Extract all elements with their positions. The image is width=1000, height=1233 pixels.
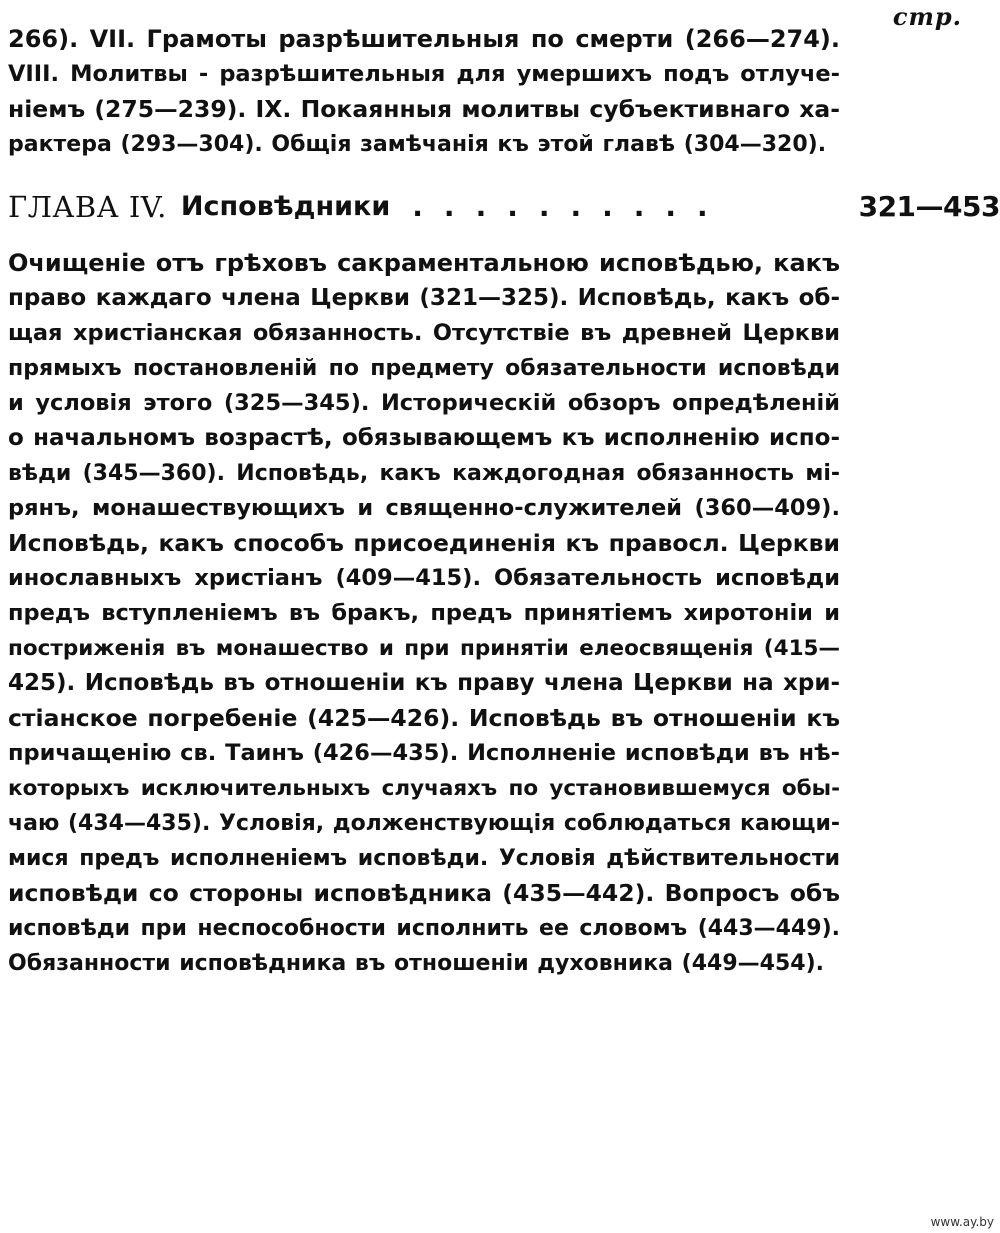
intro-paragraph — [8, 22, 840, 162]
intro-line: VIII. Молитвы - разрѣшительныя для умершихъ подъ отлуче- — [8, 61, 840, 87]
summary-line: инославныхъ христіанъ (409—415). Обязательность исповѣди — [8, 565, 840, 591]
chapter-page-range: 321—453 — [858, 190, 1000, 223]
summary-line: исповѣди при неспособности исполнить ее словомъ (443—449). — [8, 916, 840, 941]
summary-line: Исповѣдь, какъ способъ присоединенія къ правосл. Церкви — [8, 529, 840, 557]
summary-line: исповѣди со стороны исповѣдника (435—442). Вопросъ объ — [8, 879, 840, 907]
summary-line: право каждаго члена Церкви (321—325). Исповѣдь, какъ об- — [8, 285, 840, 311]
summary-line: щая христіанская обязанность. Отсутствіе въ древней Церкви — [8, 320, 840, 346]
summary-line: чаю (434—435). Условія, долженствующія соблюдаться кающи- — [8, 811, 841, 836]
summary-line: предъ вступленіемъ въ бракъ, предъ принятіемъ хиротоніи и — [8, 600, 840, 626]
watermark: www.ay.by — [930, 1215, 994, 1229]
summary-line: о начальномъ возрастѣ, обязывающемъ къ исполненію испо- — [8, 425, 840, 451]
intro-line: 266). VII. Грамоты разрѣшительныя по смерти (266—274). — [8, 25, 840, 53]
summary-line: которыхъ исключительныхъ случаяхъ по установившемуся обы- — [8, 776, 840, 801]
summary-line: и условія этого (325—345). Историческій обзоръ опредѣленій — [8, 390, 840, 416]
dot-leader: .......... — [412, 190, 729, 223]
summary-line: постриженія въ монашество и при принятіи елеосвященія (415— — [8, 636, 840, 661]
chapter-heading — [8, 185, 1000, 229]
page-column-label: стр. — [892, 2, 962, 31]
intro-line: рактера (293—304). Общія замѣчанія къ этой главѣ (304—320). — [8, 132, 827, 157]
summary-line: причащенію св. Таинъ (426—435). Исполненіе исповѣди въ нѣ- — [8, 740, 840, 766]
summary-line: 425). Исповѣдь въ отношеніи къ праву члена Церкви на хри- — [8, 670, 840, 696]
summary-line: Обязанности исповѣдника въ отношеніи духовника (449—454). — [8, 951, 824, 976]
summary-line: рянъ, монашествующихъ и священно-служителей (360—409). — [8, 495, 840, 521]
intro-line: ніемъ (275—239). IX. Покаянныя молитвы субъективнаго ха- — [8, 95, 840, 123]
summary-line: мися предъ исполненіемъ исповѣди. Условія дѣйствительности — [8, 846, 840, 871]
chapter-summary — [8, 246, 840, 981]
chapter-title: Исповѣдники — [180, 191, 391, 222]
summary-line: прямыхъ постановленій по предмету обязательности исповѣди — [8, 356, 840, 381]
chapter-number: ГЛАВА IV. — [8, 190, 167, 224]
summary-line: вѣди (345—360). Исповѣдь, какъ каждогодная обязанность мі- — [8, 461, 840, 486]
summary-line: Очищеніе отъ грѣховъ сакраментальною исповѣдью, какъ — [8, 249, 840, 277]
summary-line: стіанское погребеніе (425—426). Исповѣдь въ отношеніи къ — [8, 704, 840, 732]
